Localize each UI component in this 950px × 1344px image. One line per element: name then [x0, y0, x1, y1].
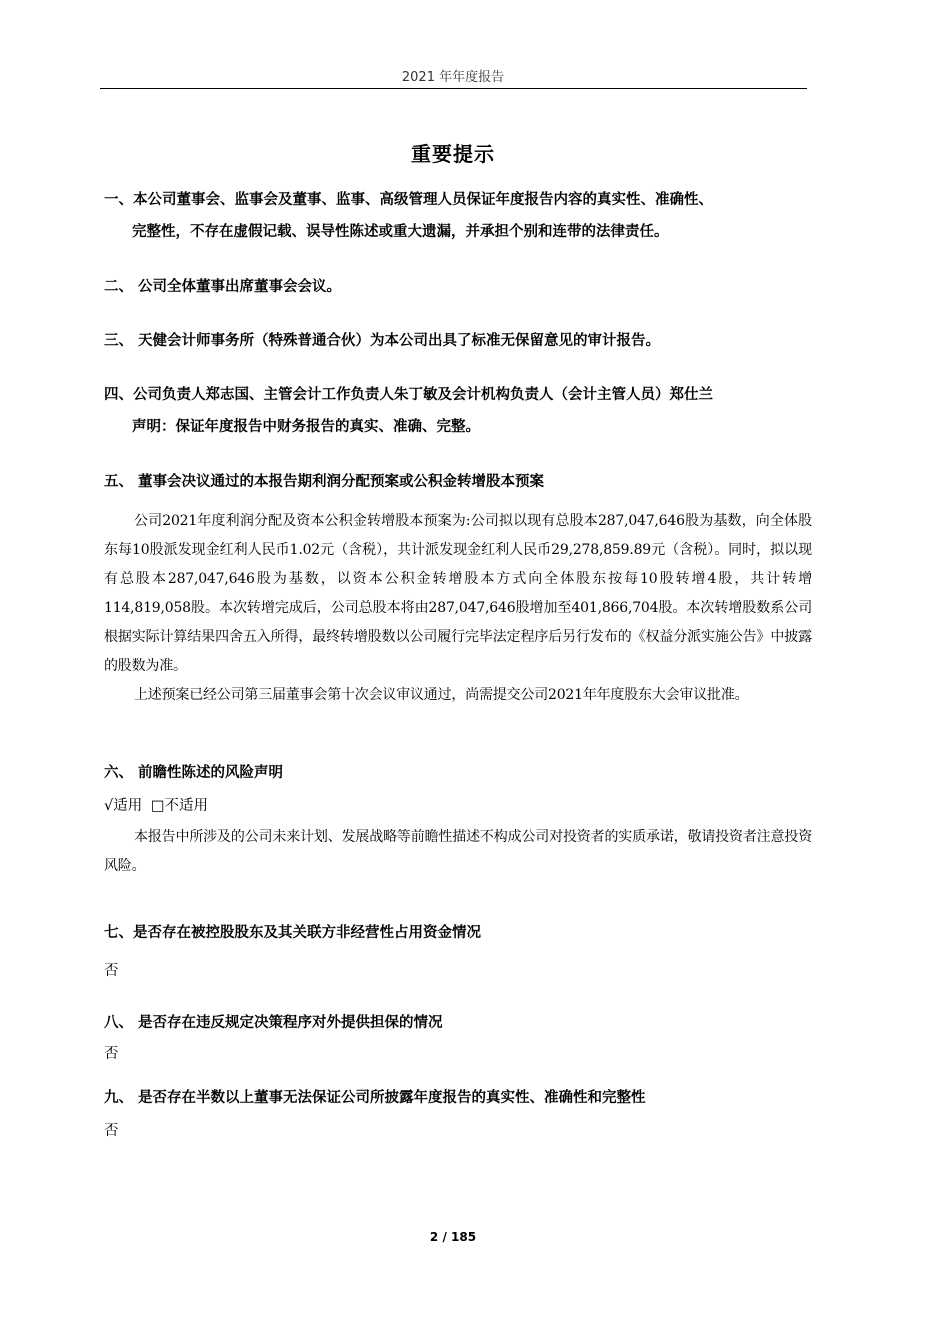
section-5-heading: 五、 董事会决议通过的本报告期利润分配预案或公积金转增股本预案	[104, 474, 545, 490]
section-7-answer: 否	[104, 963, 119, 979]
header-divider	[100, 88, 807, 89]
page-number: 2 / 185	[429, 1230, 477, 1244]
section-9-answer: 否	[104, 1123, 119, 1139]
section-1	[104, 184, 814, 248]
section-4-line-1: 四、公司负责人郑志国、主管会计工作负责人朱丁敏及会计机构负责人（会计主管人员）郑仕兰	[104, 387, 713, 403]
section-5-paragraph-2: 上述预案已经公司第三届董事会第十次会议审议通过，尚需提交公司2021年年度股东大会审议批准。	[134, 687, 749, 703]
section-8-heading: 八、 是否存在违反规定决策程序对外提供担保的情况	[104, 1015, 443, 1031]
section-1-line-1: 一、本公司董事会、监事会及董事、监事、高级管理人员保证年度报告内容的真实性、准确性、	[104, 192, 713, 208]
applicable-checkbox: √适用	[104, 798, 143, 814]
section-2: 二、 公司全体董事出席董事会会议。	[104, 279, 342, 295]
section-3: 三、 天健会计师事务所（特殊普通合伙）为本公司出具了标准无保留意见的审计报告。	[104, 333, 661, 349]
section-6-applicability	[104, 794, 208, 818]
section-4-line-2: 声明：保证年度报告中财务报告的真实、准确、完整。	[132, 419, 480, 435]
section-7-heading: 七、是否存在被控股股东及其关联方非经营性占用资金情况	[104, 925, 481, 941]
section-8-answer: 否	[104, 1046, 119, 1062]
section-4	[104, 379, 814, 443]
section-5-paragraph-1: 公司2021年度利润分配及资本公积金转增股本预案为:公司拟以现有总股本287,047,646股为基数，向全体股东每10股派发现金红利人民币1.02元（含税），共计派发现金红利人民币29,278,859.89元（含税）。同时，拟以现有总股本287,047,646股为基数，以资本公积金转增股本方式向全体股东按每10股转增4股，共计转增114,819,058股。本次转增完成后，公司总股本将由287,047,646股增加至401,866,704股。本次转增股数系公司根据实际计算结果四舍五入所得，最终转增股数以公司履行完毕法定程序后另行发布的《权益分派实施公告》中披露的股数为准。	[104, 513, 812, 674]
not-applicable-checkbox: □不适用	[150, 798, 209, 814]
page-title: 重要提示	[411, 142, 495, 166]
section-6-paragraph: 本报告中所涉及的公司未来计划、发展战略等前瞻性描述不构成公司对投资者的实质承诺，敬请投资者注意投资风险。	[104, 829, 812, 874]
section-9-heading: 九、 是否存在半数以上董事无法保证公司所披露年度报告的真实性、准确性和完整性	[104, 1090, 646, 1106]
section-6-heading: 六、 前瞻性陈述的风险声明	[104, 765, 284, 781]
section-1-line-2: 完整性，不存在虚假记载、误导性陈述或重大遗漏，并承担个别和连带的法律责任。	[132, 224, 669, 240]
report-header-title: 2021 年年度报告	[401, 70, 505, 85]
